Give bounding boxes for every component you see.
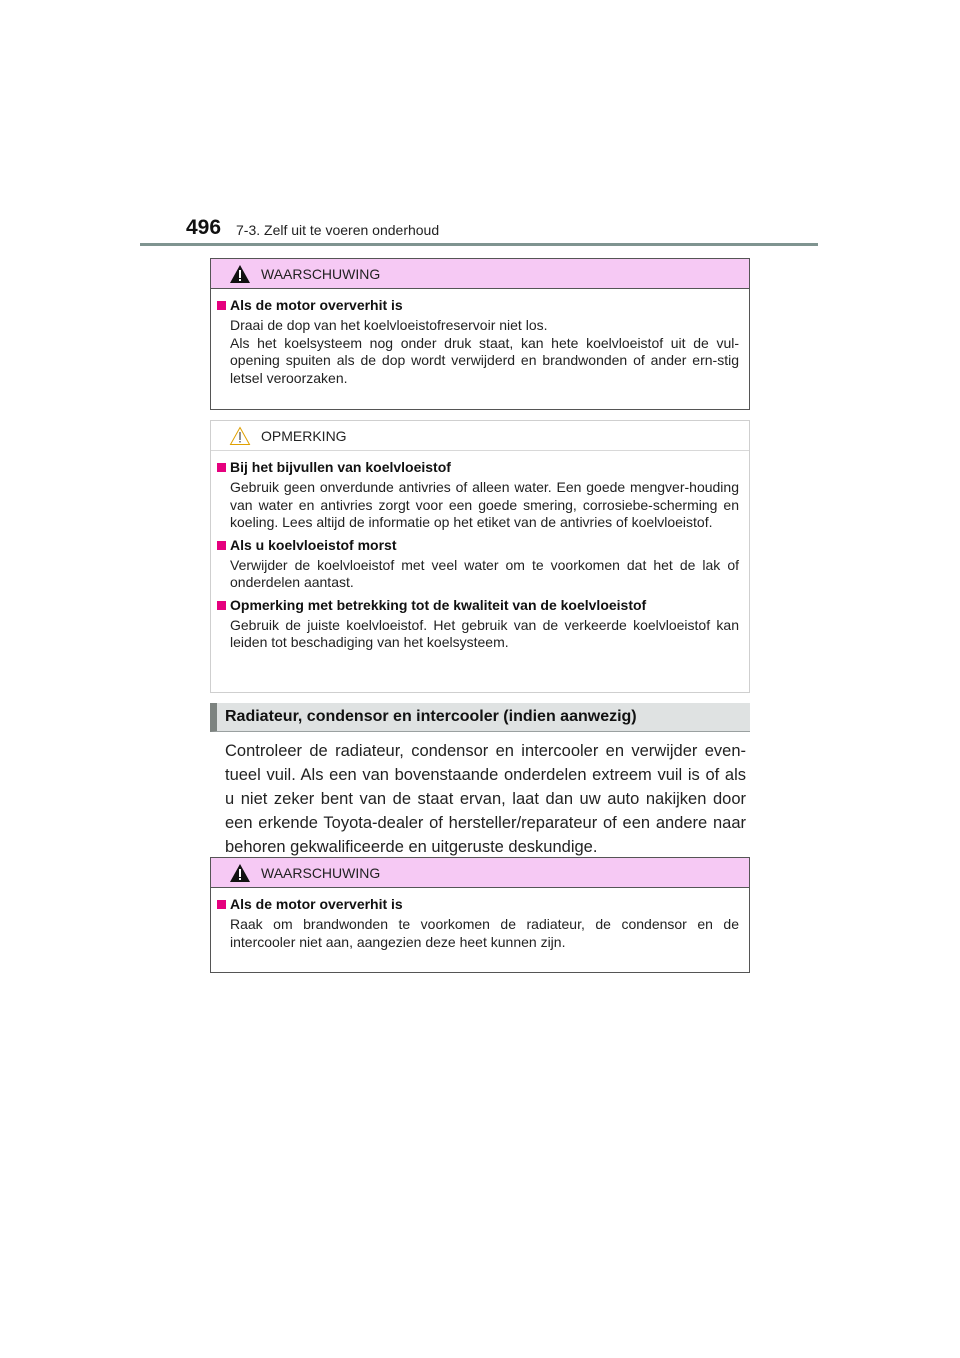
warning-header [211,259,749,289]
note-label: OPMERKING [261,427,347,444]
warning-item [217,896,739,951]
item-text: Gebruik geen onverdunde antivries of alleen water. Een goede mengver-houding van water en antivries zorgt voor een goede smering, corrosiebe-scherming en koeling. Lees altijd de informatie op het etiket van de antivries of koelvloeistof. [230,479,739,530]
section-title: 7-3. Zelf uit te voeren onderhoud [236,222,440,238]
item-title: Als de motor oververhit is [230,896,403,912]
note-box [210,420,750,693]
warning-label: WAARSCHUWING [261,864,381,881]
item-title: Opmerking met betrekking tot de kwaliteit van de koelvloeistof [230,596,647,613]
note-item [217,597,739,652]
warning-label: WAARSCHUWING [261,265,381,282]
page-number: 496 [186,216,222,239]
bullet-square-icon [217,463,226,472]
subheading: Radiateur, condensor en intercooler (indien aanwezig) [225,708,637,725]
caution-outline-icon [229,426,251,446]
item-text: Gebruik de juiste koelvloeistof. Het gebruik van de verkeerde koelvloeistof kan leiden tot beschadiging van het koelsysteem. [230,616,739,650]
note-item [217,537,739,592]
warning-header [211,858,749,888]
bullet-square-icon [217,541,226,550]
warning-box-overheat [210,258,750,410]
note-header [211,421,749,451]
item-text: Als het koelsysteem nog onder druk staat, kan hete koelvloeistof uit de vul-opening spuiten als de dop wordt verwijderd en brandwonden of ander ern-stig letsel veroorzaken. [230,334,739,386]
item-text: Draai de dop van het koelvloeistofreservoir niet los. [230,317,548,333]
item-text: Raak om brandwonden te voorkomen de radiateur, de condensor en de intercooler niet aan, aangezien deze heet kunnen zijn. [230,916,739,950]
header-divider [140,243,818,246]
item-title: Als u koelvloeistof morst [230,536,397,553]
note-item [217,459,739,532]
warning-icon [229,863,251,883]
bullet-square-icon [217,900,226,909]
bullet-square-icon [217,301,226,310]
subheading-band [210,703,750,732]
warning-icon [229,264,251,284]
bullet-square-icon [217,601,226,610]
item-title: Bij het bijvullen van koelvloeistof [230,459,451,475]
warning-box-radiator [210,857,750,973]
item-text: Verwijder de koelvloeistof met veel water om te voorkomen dat het de lak of onderdelen aantast. [230,556,739,590]
item-title: Als de motor oververhit is [230,297,403,313]
warning-item [217,297,739,387]
body-paragraph: Controleer de radiateur, condensor en intercooler en verwijder even-tueel vuil. Als een van bovenstaande onderdelen extreem vuil is of als u niet zeker bent van de staat ervan, laat dan uw auto nakijken door een erkende Toyota-dealer of hersteller/reparateur of een andere naar behoren gekwalificeerde en uitgeruste deskundige. [225,742,746,856]
